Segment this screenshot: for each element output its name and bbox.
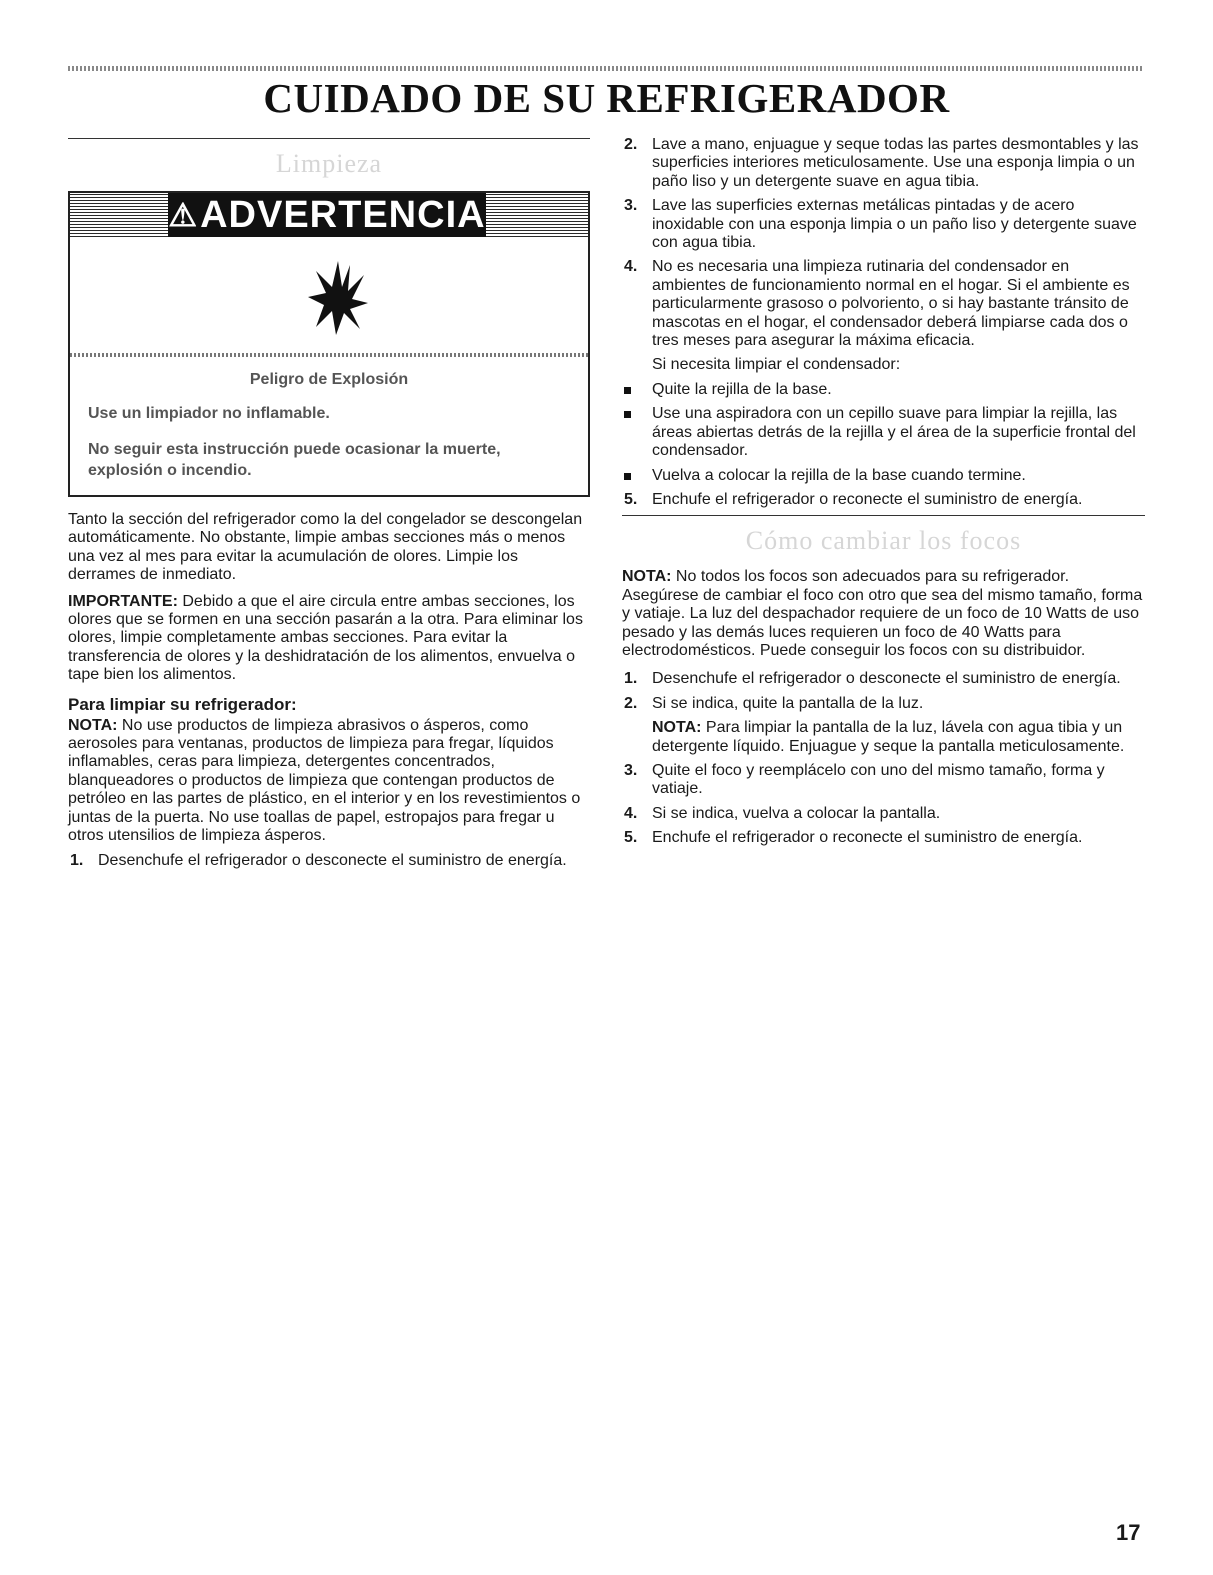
step-text: Lave las superficies externas metálicas pintadas y de acero inoxidable con una esponja limpia o un paño liso y detergente suave con agua tibia. [652,197,1137,252]
right-column [622,136,1145,854]
step-text: Enchufe el refrigerador o reconecte el suministro de energía. [652,829,1083,847]
list-item [622,381,1145,399]
bullet-square-icon [624,411,631,418]
cleaning-steps-left [68,852,590,870]
list-item [622,136,1145,191]
section-title-focos: Cómo cambiar los focos [745,526,1022,556]
step-number: 1. [624,670,638,688]
step-text: Enchufe el refrigerador o reconecte el suministro de energía. [652,490,1083,508]
list-item [622,695,1145,756]
step-number: 1. [70,851,84,869]
step-number: 5. [624,829,638,847]
list-item [622,405,1145,460]
bullet-square-icon [624,473,631,480]
step-text: Desenchufe el refrigerador o desconecte el suministro de energía. [652,670,1121,688]
step-number: 3. [624,197,638,215]
important-paragraph [68,593,590,685]
note-text: No todos los focos son adecuados para su refrigerador. Asegúrese de cambiar el foco con otro que sea del mismo tamaño, forma y vatiaje. La luz del despachador requiere de un foco de 10 Watts de uso pesado y las demás luces requieren un foco de 40 Watts para electrodomésticos. Puede conseguir los focos con su distribuidor. [622,568,1143,659]
bullet-text: Use una aspiradora con un cepillo suave para limpiar la rejilla, las áreas abiertas detrás de la rejilla y el área de la superficie frontal del condensador. [652,405,1136,460]
list-item [622,670,1145,688]
section-title-limpieza: Limpieza [275,149,383,178]
step-text: Quite el foco y reemplácelo con uno del mismo tamaño, forma y vatiaje. [652,761,1105,798]
bullet-text: Quite la rejilla de la base. [652,380,832,398]
note-label: NOTA: [652,719,702,737]
step-number: 4. [624,258,638,276]
bullet-text: Vuelva a colocar la rejilla de la base cuando termine. [652,466,1026,484]
step-text: Desenchufe el refrigerador o desconecte el suministro de energía. [98,851,567,869]
list-item [622,829,1145,847]
warning-banner-label: ADVERTENCIA [200,194,486,236]
left-column [68,138,590,876]
warning-hazard-title: Peligro de Explosión [249,371,409,388]
step-text: No es necesaria una limpieza rutinaria del condensador en ambientes de funcionamiento normal en el hogar. Si el ambiente es particularmente grasoso o polvoriento, o si hay bastante tránsito de mascotas en el hogar, el condensador deberá limpiarse cada dos o tres meses para asegurar la máxima eficacia. [652,258,1130,350]
subheading-clean: Para limpiar su refrigerador: [68,694,297,714]
step-number: 4. [624,804,638,822]
section-rule [622,515,1145,516]
list-item [622,805,1145,823]
step-text: Lave a mano, enjuague y seque todas las partes desmontables y las superficies interiores meticulosamente. Use una esponja limpia o un paño liso y un detergente suave en agua tibia. [652,136,1139,190]
top-dotted-rule [68,66,1143,71]
warning-triangle-icon: ⚠ [168,197,199,233]
page-number: 17 [1116,1520,1141,1545]
step2-note [652,719,1145,756]
step-text: Si se indica, vuelva a colocar la pantalla. [652,804,941,822]
explosion-icon [306,257,370,337]
section-rule [68,138,590,139]
warning-box [68,191,590,497]
step-number: 5. [624,490,638,508]
list-item [68,852,590,870]
note-text: Para limpiar la pantalla de la luz, lávela con agua tibia y un detergente líquido. Enjuague y seque la pantalla meticulosamente. [652,719,1125,755]
step-number: 3. [624,761,638,779]
bulb-steps [622,670,1145,847]
step-number: 2. [624,694,638,712]
list-item [622,258,1145,484]
condenser-intro: Si necesita limpiar el condensador: [652,356,901,374]
cleaning-steps-right [622,136,1145,509]
important-text: Debido a que el aire circula entre ambas secciones, los olores que se formen en una sección pasarán a la otra. Para eliminar los olores, limpie completamente ambas secciones. Para evitar la transferencia de olores y la deshidratación de los alimentos, envuelva o tape bien los alimentos. [68,592,583,684]
note-paragraph [68,717,590,846]
intro-paragraph: Tanto la sección del refrigerador como la del congelador se descongelan automáticamente. No obstante, limpie ambas secciones más o menos una vez al mes para evitar la acumulación de olores. Limpie los derrames de inmediato. [68,511,583,584]
step-number: 2. [624,136,638,153]
list-item [622,762,1145,799]
warning-consequence: No seguir esta instrucción puede ocasionar la muerte, explosión o incendio. [88,441,501,479]
important-label: IMPORTANTE: [68,592,178,610]
step-text: Si se indica, quite la pantalla de la luz. [652,694,924,712]
note-text: No use productos de limpieza abrasivos o ásperos, como aerosoles para ventanas, productos de limpieza para fregar, líquidos inflamables, ceras para limpieza, detergentes concentrados, blanqueadores o productos de limpieza que contengan productos de petróleo en las partes de plástico, en el interior y en los revestimientos o juntas de la puerta. No use toallas de papel, estropajos para fregar u otros utensilios de limpieza ásperos. [68,716,581,845]
warning-instruction: Use un limpiador no inflamable. [88,405,330,422]
list-item [622,467,1145,485]
condenser-bullets [622,381,1145,485]
warning-banner [168,193,486,237]
list-item [622,491,1145,509]
bullet-square-icon [624,387,631,394]
focos-note-paragraph [622,568,1145,660]
warning-divider [70,353,588,357]
list-item [622,197,1145,252]
note-label: NOTA: [68,716,118,734]
page-title: CUIDADO DE SU REFRIGERADOR [263,75,950,121]
note-label: NOTA: [622,568,672,586]
